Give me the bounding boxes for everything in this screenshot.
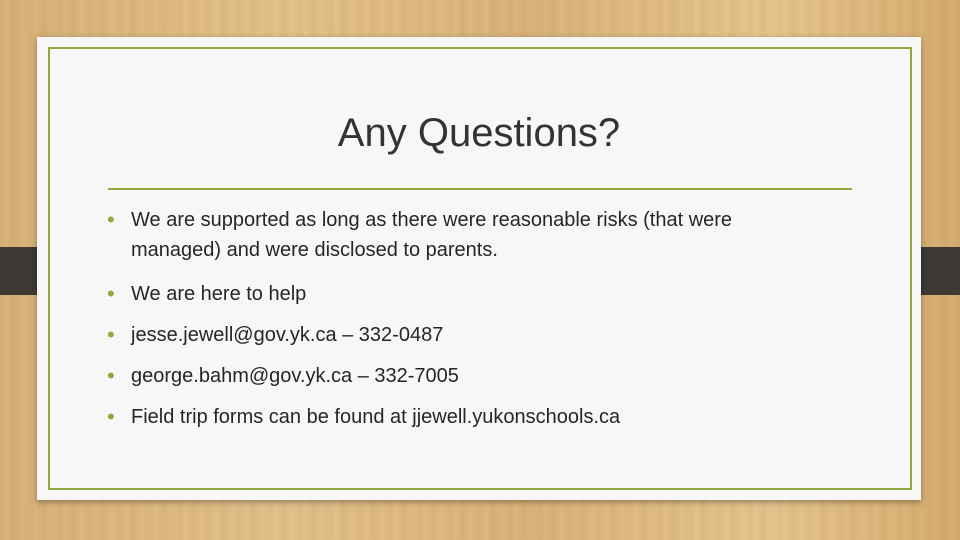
bullet-dot-icon: • bbox=[107, 322, 115, 347]
bullet-text: We are here to help bbox=[131, 283, 307, 305]
bullet-text: We are supported as long as there were reasonable risks (that were managed) and were disclosed to parents. bbox=[131, 209, 733, 261]
bullet-list bbox=[103, 205, 823, 443]
bullet-item bbox=[103, 361, 823, 391]
title-divider bbox=[108, 188, 852, 190]
bullet-dot-icon: • bbox=[107, 207, 115, 232]
bullet-text: george.bahm@gov.yk.ca – 332-7005 bbox=[131, 365, 459, 387]
bullet-item bbox=[103, 205, 823, 265]
bullet-item bbox=[103, 279, 823, 309]
bullet-text: Field trip forms can be found at jjewell.yukonschools.ca bbox=[131, 406, 621, 428]
slide-title: Any Questions? bbox=[337, 111, 621, 155]
bullet-item bbox=[103, 320, 823, 350]
slide-card bbox=[37, 37, 921, 500]
bullet-text: jesse.jewell@gov.yk.ca – 332-0487 bbox=[131, 324, 444, 346]
bullet-dot-icon: • bbox=[107, 281, 115, 306]
bullet-dot-icon: • bbox=[107, 363, 115, 388]
bullet-dot-icon: • bbox=[107, 404, 115, 429]
bullet-item bbox=[103, 402, 823, 432]
